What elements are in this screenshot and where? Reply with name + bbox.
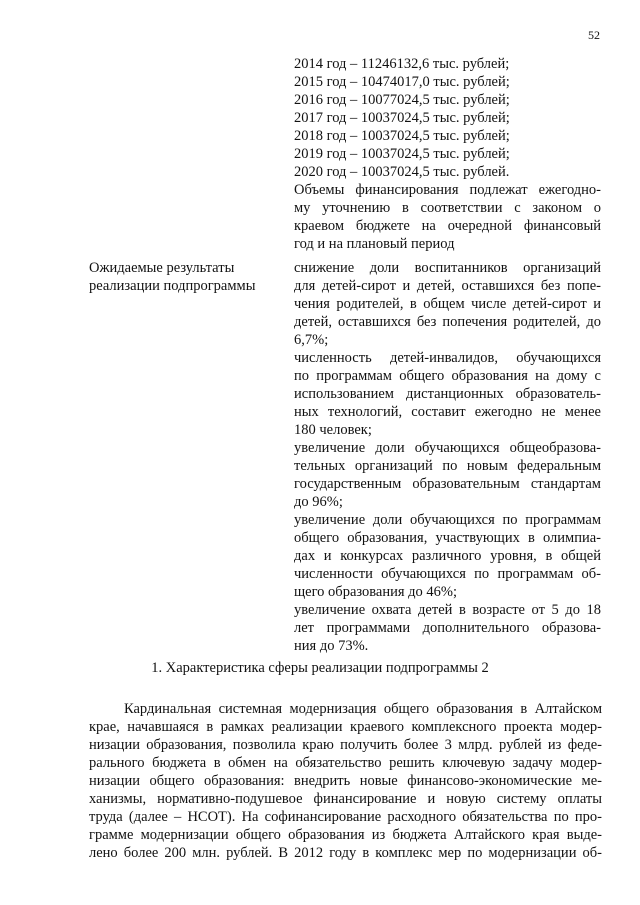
paragraph-line: ханизмы, нормативно-подушевое финансирование и новую систему оплаты: [89, 791, 602, 807]
results-line: ных технологий, составит ежегодно не менее: [294, 404, 601, 420]
results-line: щего образования до 46%;: [294, 584, 458, 600]
financing-line: 2016 год – 10077024,5 тыс. рублей;: [294, 92, 510, 108]
paragraph-line: труда (далее – НСОТ). На софинансирование расходного обязательства по про-: [89, 809, 602, 825]
page-number: 52: [588, 28, 600, 42]
paragraph-line: крае, начавшаяся в рамках реализации краевого комплексного проекта модер-: [89, 719, 602, 735]
financing-line: 2015 год – 10474017,0 тыс. рублей;: [294, 74, 510, 90]
results-line: детей, оставшихся без попечения родителей, до: [294, 314, 601, 330]
financing-note-line: му уточнению в соответствии с законом о: [294, 200, 601, 216]
results-line: ния до 73%.: [294, 638, 369, 654]
results-line: увеличение доли обучающихся общеобразова-: [294, 440, 601, 456]
results-line: до 96%;: [294, 494, 343, 510]
paragraph-line: низации общего образования: внедрить новые финансово-экономические ме-: [89, 773, 602, 789]
results-line: 6,7%;: [294, 332, 329, 348]
financing-line: 2019 год – 10037024,5 тыс. рублей;: [294, 146, 510, 162]
paragraph-line: Кардинальная системная модернизация общего образования в Алтайском: [124, 701, 602, 717]
results-line: снижение доли воспитанников организаций: [294, 260, 601, 276]
results-line: 180 человек;: [294, 422, 372, 438]
results-line: численности обучающихся по программам об-: [294, 566, 601, 582]
financing-line: 2018 год – 10037024,5 тыс. рублей;: [294, 128, 510, 144]
results-label-line: Ожидаемые результаты: [89, 260, 235, 276]
financing-line: 2014 год – 11246132,6 тыс. рублей;: [294, 56, 510, 72]
paragraph-line: рального бюджета в обмен на обязательство решить ключевую задачу модер-: [89, 755, 602, 771]
results-line: использованием дистанционных образователь-: [294, 386, 601, 402]
results-label-line: реализации подпрограммы: [89, 278, 256, 294]
paragraph-line: грамме модернизации общего образования из бюджета Алтайского края выде-: [89, 827, 602, 843]
financing-note-line: год и на плановый период: [294, 236, 455, 252]
results-line: увеличение доли обучающихся по программам: [294, 512, 601, 528]
results-line: для детей-сирот и детей, оставшихся без попе-: [294, 278, 601, 294]
paragraph-line: низации образования, позволила краю получить более 3 млрд. рублей из феде-: [89, 737, 602, 753]
results-line: государственным образовательным стандартам: [294, 476, 601, 492]
results-line: лет программами дополнительного образова-: [294, 620, 601, 636]
financing-line: 2017 год – 10037024,5 тыс. рублей;: [294, 110, 510, 126]
results-line: чения родителей, в общем числе детей-сирот и: [294, 296, 601, 312]
results-line: дах и конкурсах различного уровня, в общей: [294, 548, 601, 564]
financing-line: 2020 год – 10037024,5 тыс. рублей.: [294, 164, 510, 180]
results-line: по программам общего образования на дому с: [294, 368, 601, 384]
results-line: численность детей-инвалидов, обучающихся: [294, 350, 601, 366]
financing-note-line: Объемы финансирования подлежат ежегодно-: [294, 182, 601, 198]
paragraph-line: лено более 200 млн. рублей. В 2012 году в комплекс мер по модернизации об-: [89, 845, 602, 861]
results-line: увеличение охвата детей в возрасте от 5 до 18: [294, 602, 601, 618]
results-line: тельных организаций по новым федеральным: [294, 458, 601, 474]
section-heading: 1. Характеристика сферы реализации подпрограммы 2: [151, 660, 489, 676]
results-line: общего образования, участвующих в олимпиа-: [294, 530, 601, 546]
financing-note-line: краевом бюджете на очередной финансовый: [294, 218, 601, 234]
